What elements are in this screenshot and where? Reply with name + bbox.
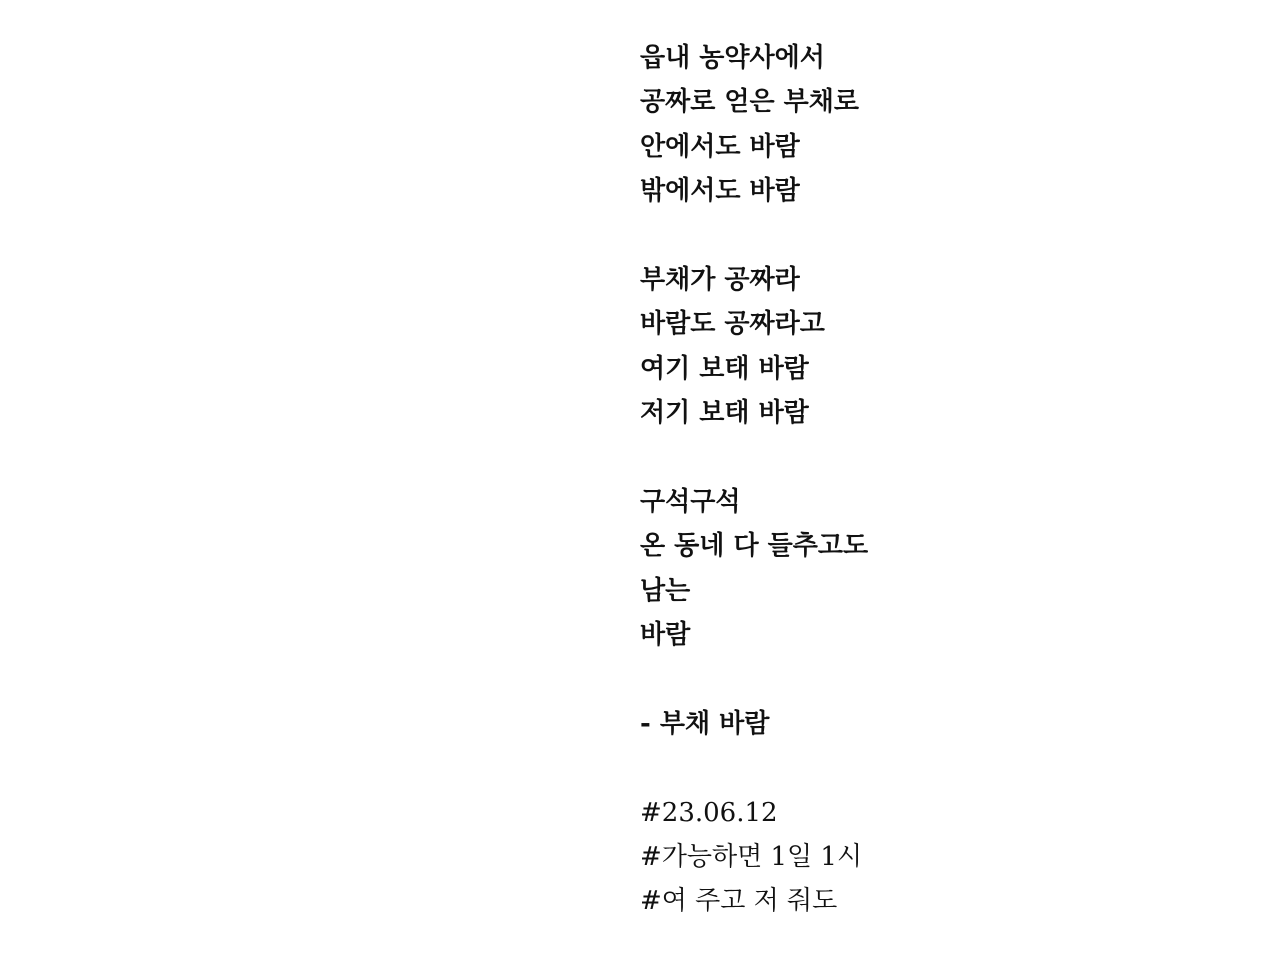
stanza-gap [640,657,1240,701]
poem-line: 밖에서도 바람 [640,176,800,207]
poem-block [640,36,1240,924]
poem-line: 안에서도 바람 [640,131,800,162]
poem-line: 부채가 공짜라 [640,264,800,295]
hashtag: #23.06.12 [640,797,778,828]
poem-line: 저기 보태 바람 [640,398,809,429]
hashtag: #여 주고 저 줘도 [640,886,838,917]
hashtag-list [640,791,1240,924]
stanza-gap [640,214,1240,258]
poem-line: 남는 [640,575,691,606]
poem-line: 바람도 공짜라고 [640,309,825,340]
stanza-gap [640,436,1240,480]
poem-title-line: - 부채 바람 [640,708,770,739]
stanza-gap [640,746,1240,790]
poem-line: 바람 [640,620,691,651]
poem-line: 여기 보태 바람 [640,353,809,384]
hashtag: #가능하면 1일 1시 [640,842,863,873]
poem-line: 읍내 농약사에서 [640,43,825,73]
poem-line: 온 동네 다 들추고도 [640,531,869,562]
poem-line: 구석구석 [640,486,741,517]
stanza-1 [640,36,1240,214]
stanza-2 [640,258,1240,436]
stanza-3 [640,480,1240,658]
poem-line: 공짜로 얻은 부채로 [640,87,860,118]
